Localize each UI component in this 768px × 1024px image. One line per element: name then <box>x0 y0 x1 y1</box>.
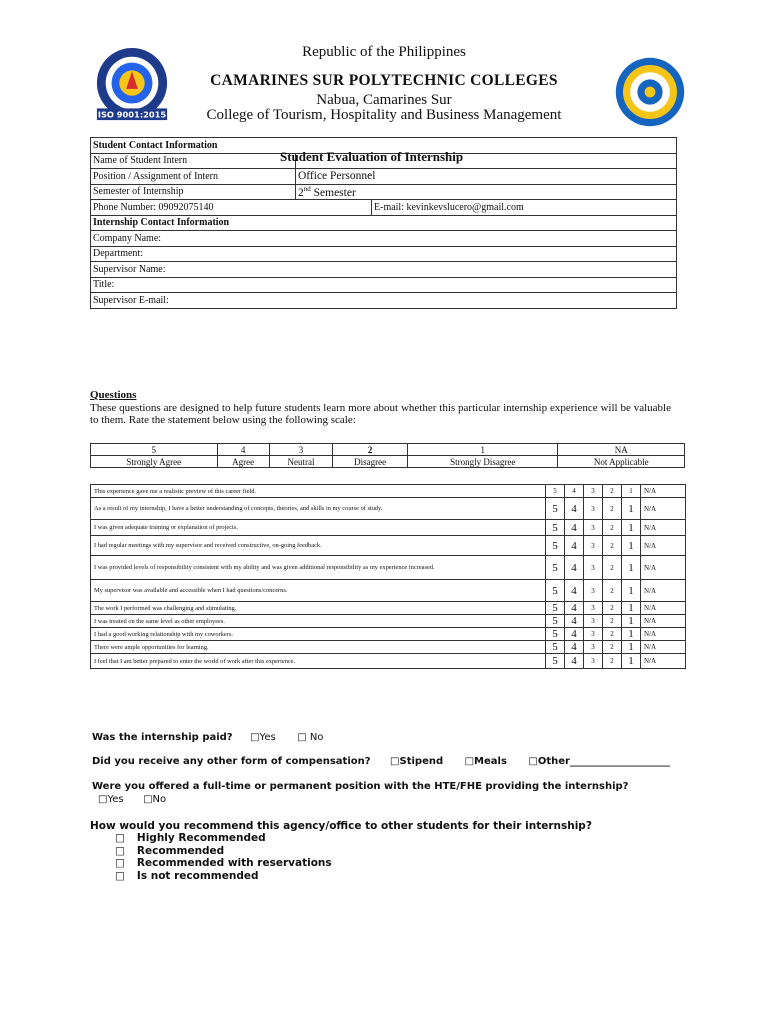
rating-cell[interactable]: 4 <box>565 615 584 628</box>
rating-cell[interactable]: 2 <box>603 641 622 654</box>
rating-cell[interactable]: 3 <box>584 485 603 498</box>
rating-cell[interactable]: N/A <box>641 628 686 641</box>
recommend-option[interactable] <box>115 832 332 845</box>
recommend-option-label: Recommended with reservations <box>136 857 332 869</box>
stipend-checkbox[interactable]: □Stipend <box>390 756 444 767</box>
rating-cell[interactable]: 1 <box>622 580 641 602</box>
internship-section-title: Internship Contact Information <box>91 215 677 231</box>
scale-num: 3 <box>269 444 333 456</box>
rating-cell[interactable]: 5 <box>546 602 565 615</box>
semester-value[interactable] <box>296 184 677 200</box>
paid-no-checkbox[interactable]: □ No <box>297 732 324 743</box>
scale-num: 5 <box>91 444 218 456</box>
rating-cell[interactable]: 4 <box>565 602 584 615</box>
recommend-question: How would you recommend this agency/office to other students for their internship? <box>90 820 592 832</box>
header-department: College of Tourism, Hospitality and Business Management <box>206 107 562 123</box>
question-text: I had a good working relationship with my coworkers. <box>91 628 546 641</box>
rating-cell[interactable]: 4 <box>565 628 584 641</box>
rating-cell[interactable]: N/A <box>641 556 686 580</box>
position-value[interactable]: Office Personnel <box>296 169 677 185</box>
rating-cell[interactable]: 4 <box>565 536 584 556</box>
scale-label: Not Applicable <box>558 456 685 468</box>
rating-cell[interactable]: 2 <box>603 580 622 602</box>
question-row <box>91 498 686 520</box>
semester-sup: nd <box>303 184 311 193</box>
recommend-option[interactable] <box>115 845 332 858</box>
rating-cell[interactable]: 5 <box>546 628 565 641</box>
question-text: The work I performed was challenging and stimulating. <box>91 602 546 615</box>
questions-intro: These questions are designed to help future students learn more about whether this particular internship experience will be valuable to them. Rate the statement below using the following scale: <box>90 402 671 426</box>
rating-cell[interactable]: 3 <box>584 498 603 520</box>
rating-cell[interactable]: 3 <box>584 615 603 628</box>
rating-cell[interactable]: N/A <box>641 485 686 498</box>
rating-cell[interactable]: 1 <box>622 602 641 615</box>
rating-cell[interactable]: 3 <box>584 556 603 580</box>
offer-no-checkbox[interactable]: □No <box>143 794 167 805</box>
rating-cell[interactable]: 5 <box>546 536 565 556</box>
question-text: I feel that I am better prepared to enter the world of work after this experience. <box>91 654 546 669</box>
compensation-question-text: Did you receive any other form of compensation? <box>92 756 371 767</box>
position-label: Position / Assignment of Intern <box>91 169 296 185</box>
recommend-options <box>115 832 332 882</box>
rating-cell[interactable]: 1 <box>622 556 641 580</box>
rating-cell[interactable]: 4 <box>565 498 584 520</box>
rating-cell[interactable]: N/A <box>641 580 686 602</box>
scale-num: 2 <box>333 444 408 456</box>
scale-label: Agree <box>217 456 269 468</box>
supervisor-name-field[interactable]: Supervisor Name: <box>91 262 677 278</box>
rating-cell[interactable]: 3 <box>584 654 603 669</box>
scale-label: Strongly Agree <box>91 456 218 468</box>
question-text: I was given adequate training or explanation of projects. <box>91 520 546 536</box>
question-row <box>91 654 686 669</box>
rating-cell[interactable]: N/A <box>641 498 686 520</box>
paid-yes-checkbox[interactable]: □Yes <box>250 732 276 743</box>
questions-title: Questions <box>90 389 137 401</box>
header-location: Nabua, Camarines Sur <box>316 92 452 108</box>
rating-cell[interactable]: 5 <box>546 641 565 654</box>
rating-cell[interactable]: 4 <box>565 654 584 669</box>
header-college-name: CAMARINES SUR POLYTECHNIC COLLEGES <box>210 72 558 89</box>
rating-cell[interactable]: 5 <box>546 654 565 669</box>
semester-word: Semester <box>310 186 356 199</box>
rating-cell[interactable]: 2 <box>603 498 622 520</box>
checkbox-icon: □ <box>115 844 125 857</box>
question-text: I was treated on the same level as other employees. <box>91 615 546 628</box>
title-field[interactable]: Title: <box>91 277 677 293</box>
rating-cell[interactable]: 1 <box>622 641 641 654</box>
rating-cell[interactable]: N/A <box>641 615 686 628</box>
rating-cell[interactable]: 1 <box>622 498 641 520</box>
question-row <box>91 641 686 654</box>
semester-num: 2 <box>298 186 304 199</box>
rating-cell[interactable]: 3 <box>584 628 603 641</box>
scale-label: Neutral <box>269 456 333 468</box>
form-title: Student Evaluation of Internship <box>280 149 464 164</box>
scale-num: 1 <box>408 444 558 456</box>
phone-number: Phone Number: 09092075140 <box>91 200 372 216</box>
question-text: This experience gave me a realistic preview of this career field. <box>91 485 546 498</box>
rating-cell[interactable]: N/A <box>641 641 686 654</box>
question-row <box>91 602 686 615</box>
rating-cell[interactable]: 3 <box>584 520 603 536</box>
rating-cell[interactable]: 3 <box>584 580 603 602</box>
rating-cell[interactable]: 4 <box>565 556 584 580</box>
scale-label: Disagree <box>333 456 408 468</box>
rating-cell[interactable]: N/A <box>641 520 686 536</box>
rating-cell[interactable]: 1 <box>622 615 641 628</box>
rating-cell[interactable]: 5 <box>546 520 565 536</box>
header-republic: Republic of the Philippines <box>302 44 466 60</box>
question-row <box>91 580 686 602</box>
rating-scale-table <box>90 443 685 468</box>
recommend-option-label: Highly Recommended <box>136 832 266 844</box>
compensation-question <box>92 756 670 767</box>
question-text: There were ample opportunities for learning. <box>91 641 546 654</box>
rating-cell[interactable]: 3 <box>584 602 603 615</box>
recommend-option-label: Is not recommended <box>136 869 259 882</box>
rating-cell[interactable]: 4 <box>565 641 584 654</box>
rating-cell[interactable]: N/A <box>641 654 686 669</box>
checkbox-icon: □ <box>115 869 125 882</box>
rating-cell[interactable]: 5 <box>546 498 565 520</box>
name-label: Name of Student Intern <box>91 153 296 169</box>
checkbox-icon: □ <box>115 832 125 844</box>
question-text: As a result of my internship, I have a better understanding of concepts, theories, and skills in my course of study. <box>91 498 546 520</box>
paid-question <box>92 732 323 743</box>
question-row <box>91 556 686 580</box>
rating-cell[interactable]: 2 <box>603 485 622 498</box>
supervisor-email-field[interactable]: Supervisor E-mail: <box>91 293 677 309</box>
recommend-option[interactable] <box>115 870 332 883</box>
rating-cell[interactable]: 3 <box>584 641 603 654</box>
rating-cell[interactable]: 2 <box>603 556 622 580</box>
rating-cell[interactable]: 2 <box>603 615 622 628</box>
rating-cell[interactable]: 2 <box>603 628 622 641</box>
rating-cell[interactable]: 2 <box>603 602 622 615</box>
question-row <box>91 520 686 536</box>
rating-cell[interactable]: 5 <box>546 485 565 498</box>
department-field[interactable]: Department: <box>91 246 677 262</box>
other-checkbox[interactable]: □Other____________________ <box>528 756 670 767</box>
recommend-option-label: Recommended <box>136 844 225 857</box>
paid-question-text: Was the internship paid? <box>92 732 233 743</box>
rating-cell[interactable]: 4 <box>565 485 584 498</box>
scale-num: NA <box>558 444 685 456</box>
student-section-title: Student Contact Information <box>91 138 677 154</box>
rating-cell[interactable]: 2 <box>603 536 622 556</box>
scale-num: 4 <box>217 444 269 456</box>
rating-cell[interactable]: 5 <box>546 615 565 628</box>
offer-question: Were you offered a full-time or permanent position with the HTE/FHE providing the internship? <box>92 781 629 792</box>
rating-cell[interactable]: 1 <box>622 654 641 669</box>
rating-cell[interactable]: 5 <box>546 580 565 602</box>
company-name-field[interactable]: Company Name: <box>91 231 677 247</box>
question-row <box>91 628 686 641</box>
offer-yes-checkbox[interactable]: □Yes <box>98 794 124 805</box>
rating-cell[interactable]: 5 <box>546 556 565 580</box>
question-text: I had regular meetings with my supervisor and received constructive, on-going feedback. <box>91 536 546 556</box>
rating-cell[interactable]: 1 <box>622 485 641 498</box>
rating-cell[interactable]: N/A <box>641 536 686 556</box>
meals-checkbox[interactable]: □Meals <box>464 756 507 767</box>
question-row <box>91 615 686 628</box>
scale-label: Strongly Disagree <box>408 456 558 468</box>
rating-cell[interactable]: 4 <box>565 520 584 536</box>
checkbox-icon: □ <box>115 857 125 869</box>
rating-cell[interactable]: 1 <box>622 520 641 536</box>
question-row <box>91 536 686 556</box>
recommend-option[interactable] <box>115 857 332 870</box>
rating-cell[interactable]: N/A <box>641 602 686 615</box>
rating-cell[interactable]: 1 <box>622 536 641 556</box>
questions-table <box>90 484 686 669</box>
question-text: My supervisor was available and accessible when I had questions/concerns. <box>91 580 546 602</box>
rating-cell[interactable]: 3 <box>584 536 603 556</box>
semester-label: Semester of Internship <box>91 184 296 200</box>
iso-label: ISO 9001:2015 <box>97 109 167 120</box>
offer-options <box>98 794 166 805</box>
rating-cell[interactable]: 4 <box>565 580 584 602</box>
question-text: I was provided levels of responsibility consistent with my ability and was given additional responsibility as my experience increased. <box>91 556 546 580</box>
rating-cell[interactable]: 1 <box>622 628 641 641</box>
rating-cell[interactable]: 2 <box>603 520 622 536</box>
rating-cell[interactable]: 2 <box>603 654 622 669</box>
email: E-mail: kevinkevslucero@gmail.com <box>372 200 677 216</box>
question-row <box>91 485 686 498</box>
